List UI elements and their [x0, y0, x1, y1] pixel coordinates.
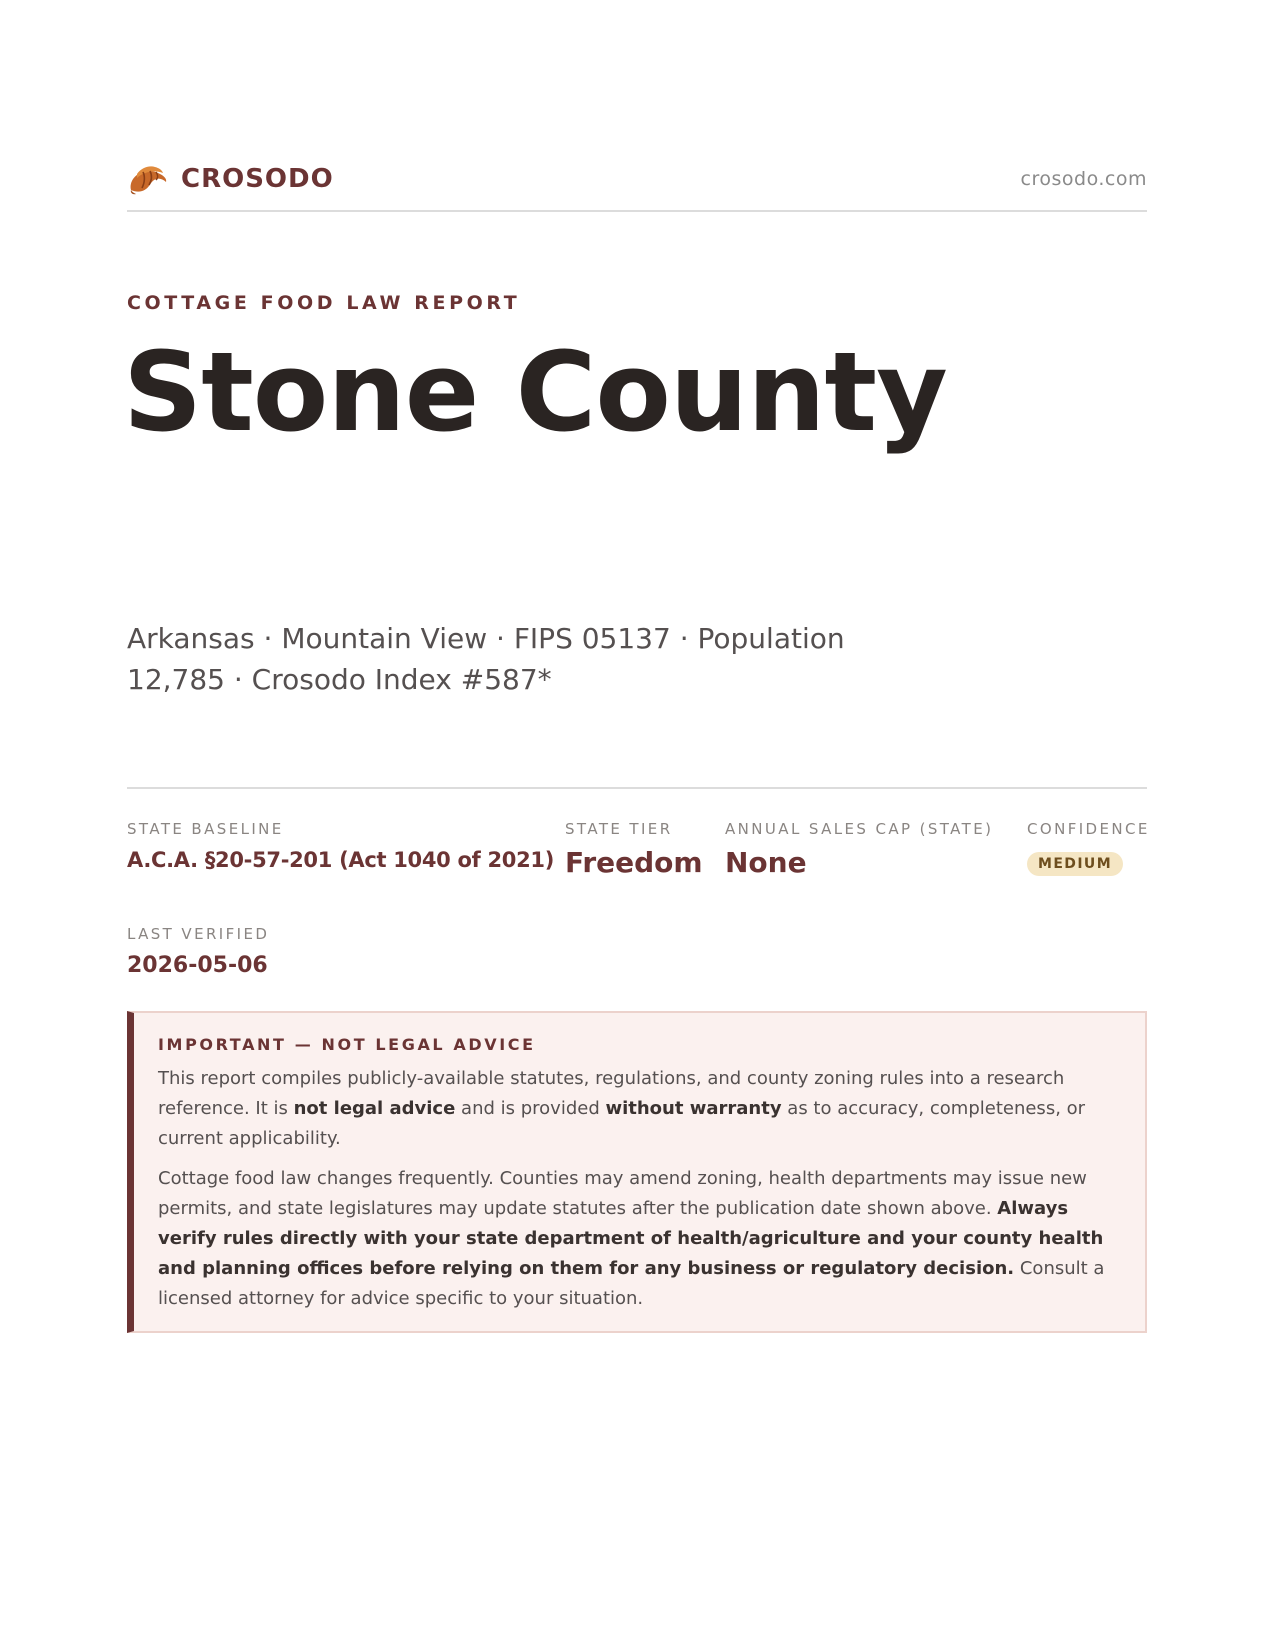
- meta-value: A.C.A. §20-57-201 (Act 1040 of 2021): [127, 848, 554, 872]
- croissant-icon: [127, 160, 169, 198]
- meta-state-baseline: [127, 820, 554, 872]
- meta-label: ANNUAL SALES CAP (STATE): [725, 820, 994, 838]
- notice-text: This report compiles publicly-available statutes, regulations, and county zoning rules into a research reference. It is: [158, 1068, 1065, 1119]
- meta-value: None: [725, 846, 807, 879]
- meta-divider: [127, 787, 1147, 789]
- page-header: [127, 156, 1147, 212]
- legal-notice: [127, 1011, 1147, 1333]
- confidence-badge: MEDIUM: [1027, 852, 1123, 876]
- meta-label: LAST VERIFIED: [127, 925, 270, 943]
- site-url[interactable]: crosodo.com: [1020, 168, 1147, 190]
- page-title: Stone County: [123, 328, 947, 456]
- meta-state-tier: [565, 820, 703, 879]
- meta-sales-cap: [725, 820, 993, 879]
- notice-title: IMPORTANT — NOT LEGAL ADVICE: [158, 1035, 536, 1054]
- brand-name: CROSODO: [181, 164, 334, 194]
- notice-paragraph: [158, 1164, 1119, 1314]
- notice-text: and is provided: [455, 1098, 606, 1119]
- notice-emphasis: Always verify rules directly with your state department of health/agriculture and your county health and planning offices before relying on them for any business or regulatory decision.: [158, 1198, 1104, 1279]
- meta-last-verified: [127, 925, 269, 978]
- notice-text: Consult a licensed attorney for advice specific to your situation.: [158, 1258, 1105, 1309]
- meta-label: CONFIDENCE: [1027, 820, 1150, 838]
- meta-value: 2026-05-06: [127, 953, 268, 978]
- report-subtitle: Arkansas · Mountain View · FIPS 05137 · Population 12,785 · Crosodo Index #587*: [127, 622, 845, 696]
- notice-paragraph: [158, 1064, 1119, 1154]
- meta-label: STATE BASELINE: [127, 820, 284, 838]
- notice-emphasis: not legal advice: [293, 1098, 456, 1119]
- brand-logo[interactable]: [127, 160, 334, 198]
- notice-text: as to accuracy, completeness, or current applicability.: [158, 1098, 1086, 1149]
- notice-text: Cottage food law changes frequently. Counties may amend zoning, health departments may issue new permits, and state legislatures may update statutes after the publication date shown above.: [158, 1168, 1087, 1219]
- report-eyebrow: COTTAGE FOOD LAW REPORT: [127, 292, 521, 314]
- meta-label: STATE TIER: [565, 820, 673, 838]
- notice-emphasis: without warranty: [605, 1098, 782, 1119]
- report-page: [123, 0, 1150, 1650]
- meta-value: Freedom: [565, 846, 703, 879]
- meta-confidence: [1027, 820, 1150, 876]
